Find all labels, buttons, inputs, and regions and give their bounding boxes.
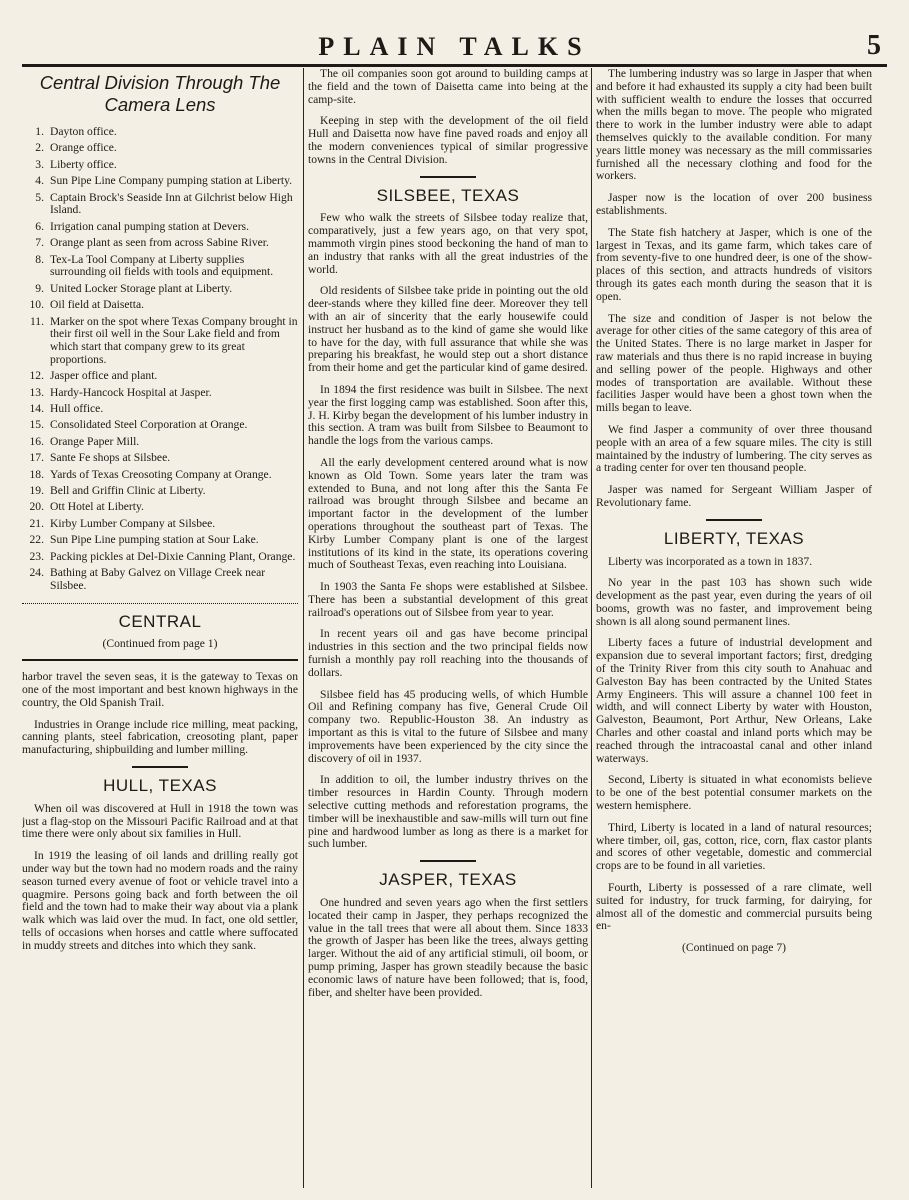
central-heading: CENTRAL bbox=[118, 611, 202, 631]
list-item bbox=[22, 192, 298, 218]
continued-on-note: (Continued on page 7) bbox=[682, 941, 786, 955]
caption-number: 19. bbox=[29, 484, 44, 498]
caption-number: 17. bbox=[29, 451, 44, 465]
caption-number: 8. bbox=[35, 252, 44, 266]
article-paragraph: In addition to oil, the lumber industry thrives on the timber resources in Hardin County. Through modern selective cutting methods and reforestation programs, the timber will be inexhaustible and saw-mills will turn out fine pine and hardwood lumber as long as there is a market for such lumber. bbox=[308, 773, 588, 851]
caption-number: 21. bbox=[29, 516, 44, 530]
caption-text: Captain Brock's Seaside Inn at Gilchrist below High Island. bbox=[50, 190, 293, 217]
article-paragraph: harbor travel the seven seas, it is the gateway to Texas on one of the most important and best known highways in the country, the Old Spanish Trail. bbox=[22, 670, 298, 709]
article-paragraph: In 1894 the first residence was built in Silsbee. The next year the first logging camp was established. Soon after this, J. H. Kirby began the development of his lumber industry in this section. A tram was built from Silsbee to Beaumont to handle the logs from the various camps. bbox=[308, 382, 588, 448]
caption-number: 16. bbox=[29, 434, 44, 448]
list-item bbox=[22, 159, 298, 172]
section-separator bbox=[420, 860, 476, 862]
article-paragraph: In recent years oil and gas have become principal industries in this section and the two principal fields now furnish a monthly pay roll reaching into the thousands of dollars. bbox=[308, 627, 588, 679]
article-paragraph: Jasper now is the location of over 200 business establishments. bbox=[596, 191, 872, 217]
caption-text: Sun Pipe Line Company pumping station at Liberty. bbox=[50, 174, 293, 188]
list-item bbox=[22, 370, 298, 383]
list-item bbox=[22, 436, 298, 449]
article-paragraph: Keeping in step with the development of the oil field Hull and Daisetta now have fine paved roads and enjoy all the modern conveniences typical of similar progressive towns in the Central Division. bbox=[308, 114, 588, 166]
caption-text: Orange plant as seen from across Sabine River. bbox=[50, 236, 269, 250]
list-item bbox=[22, 534, 298, 547]
list-item bbox=[22, 316, 298, 367]
article-paragraph: Fourth, Liberty is possessed of a rare climate, well suited for industry, for truck farming, for dairying, for almost all of the domestic and commercial pursuits being en- bbox=[596, 881, 872, 933]
article-paragraph: The oil companies soon got around to building camps at the field and the town of Daisetta came into being at the camp-site. bbox=[308, 68, 588, 106]
caption-number: 4. bbox=[35, 174, 44, 188]
caption-number: 7. bbox=[35, 236, 44, 250]
list-item bbox=[22, 469, 298, 482]
page-number: 5 bbox=[867, 30, 881, 61]
list-item bbox=[22, 567, 298, 593]
caption-text: Sun Pipe Line pumping station at Sour Lake. bbox=[50, 533, 259, 547]
caption-number: 15. bbox=[29, 418, 44, 432]
list-item bbox=[22, 299, 298, 312]
caption-text: Tex-La Tool Company at Liberty supplies surrounding oil fields with tools and equipment. bbox=[50, 252, 274, 279]
article-paragraph: One hundred and seven years ago when the first settlers located their camp in Jasper, they perhaps recognized the value in the tall trees that were all about them. Since 1833 the growth of Jasper has been like the trees, always getting larger. Without the aid of any artificial stimuli, oil boom, or pump priming, Jasper has grown steadily because the basic economic laws of nature have been followed; that is, food, fiber, and shelter have been provided. bbox=[308, 896, 588, 999]
section-separator bbox=[420, 176, 476, 178]
caption-number: 13. bbox=[29, 385, 44, 399]
article-paragraph: Third, Liberty is located in a land of natural resources; where timber, oil, gas, cotton, rice, corn, flax castor plants and scores of other vegetable, domestic and commercial crops are to be found in all varieties. bbox=[596, 820, 872, 873]
article-paragraph: The State fish hatchery at Jasper, which is one of the largest in Texas, and its game farm, which takes care of from seventy-five to one hundred deer, is one of the show-places of this section, and attracts hundreds of visitors through its gates each month during the season that it is open. bbox=[596, 225, 872, 303]
caption-number: 23. bbox=[29, 549, 44, 563]
list-item bbox=[22, 452, 298, 465]
list-item bbox=[22, 419, 298, 432]
caption-number: 12. bbox=[29, 369, 44, 383]
caption-text: Bathing at Baby Galvez on Village Creek near Silsbee. bbox=[50, 565, 266, 592]
caption-text: Ott Hotel at Liberty. bbox=[50, 500, 144, 514]
list-item bbox=[22, 126, 298, 139]
section-separator bbox=[706, 519, 762, 521]
list-item bbox=[22, 237, 298, 250]
section-divider bbox=[22, 659, 298, 661]
article-paragraph: The size and condition of Jasper is not below the average for other cities of the same category of this area of the United States. There is no large market in Jasper for raw materials and thus there is no rapid increase in buying and selling power of the people. Highways and other modes of transportation are available. Without these facilities Jasper would have been a ghost town when the mills began to leave. bbox=[596, 311, 872, 415]
article-paragraph: Liberty faces a future of industrial development and expansion due to several important factors; first, dredging of the Trinity River from this city south to Anahuac and Galveston Bay has been contracted by the United States Army Engineers. This will assure a channel 100 feet in width, and will connect Liberty by water with Houston, Galveston, Beaumont, Port Arthur, New Orleans, Lake Charles and other coastal and inland ports which may be reached through the intracoastal canal and other inland waterways. bbox=[596, 636, 872, 765]
caption-text: Jasper office and plant. bbox=[50, 369, 158, 383]
caption-number: 20. bbox=[29, 500, 44, 514]
article-paragraph: The lumbering industry was so large in Jasper that when and before it had exhausted its supply a city had been built with sufficient wealth to endure the losses that occurred when the mills began to move. The people who migrated there to work in the lumber industry were able to adapt themselves quickly to the available condition. For many years little money was necessary as the mill commissaries furnished all the necessary clothing and food for the workers. bbox=[596, 68, 872, 183]
photo-caption-list bbox=[22, 126, 298, 593]
caption-text: Sante Fe shops at Silsbee. bbox=[50, 451, 171, 465]
list-item bbox=[22, 485, 298, 498]
column-divider bbox=[303, 68, 304, 1188]
caption-text: Hull office. bbox=[50, 402, 104, 416]
jasper-heading: JASPER, TEXAS bbox=[379, 870, 517, 890]
article-paragraph: Silsbee field has 45 producing wells, of which Humble Oil and Refining company has five, General Crude Oil company two. Republic-Houston 38. An industry as important as this is vital to the future of Silsbee and many improvements have been experienced by the city since the discovery of oil in 1937. bbox=[308, 687, 588, 765]
camera-section-title: Central Division Through The Camera Lens bbox=[39, 72, 281, 115]
caption-text: Oil field at Daisetta. bbox=[50, 298, 145, 312]
column-3 bbox=[596, 68, 872, 1193]
caption-number: 22. bbox=[29, 533, 44, 547]
article-paragraph: In 1919 the leasing of oil lands and drilling really got under way but the town had no modern roads and the rainy season turned every avenue of foot or vehicle travel into a quagmire. Persons going back and forth between the oil field and the town had to make their way about via a plank walk which was laid over the mud. In fact, one old settler, tells of occasions when horses and cattle where suffocated in muddy streets and ditches into which they sank. bbox=[22, 849, 298, 952]
article-paragraph: Jasper was named for Sergeant William Jasper of Revolutionary fame. bbox=[596, 483, 872, 509]
caption-number: 24. bbox=[29, 565, 44, 579]
caption-text: Yards of Texas Creosoting Company at Orange. bbox=[50, 467, 272, 481]
continued-from-note: (Continued from page 1) bbox=[102, 637, 218, 651]
article-paragraph: Few who walk the streets of Silsbee today realize that, comparatively, just a few years ago, on that very spot, mammoth virgin pines stood beckoning the hand of man to an industry that ranks with all the great industries of the world. bbox=[308, 211, 588, 276]
caption-number: 2. bbox=[35, 141, 44, 155]
caption-number: 11. bbox=[29, 314, 44, 328]
column-2 bbox=[308, 68, 588, 1193]
list-item bbox=[22, 551, 298, 564]
caption-number: 5. bbox=[35, 190, 44, 204]
article-paragraph: All the early development centered around what is now known as Old Town. Some years later the tram was extended to Buna, and not long after this the Santa Fe railroad was brought through Silsbee and became an important factor in the development of the lumber operations throughout the southeast part of Texas. The Kirby Lumber Company plant is one of the largest institutions of its kind in the state, its operations covering much of Southeast Texas, even reaching into Louisiana. bbox=[308, 455, 588, 572]
caption-text: Irrigation canal pumping station at Devers. bbox=[50, 219, 249, 233]
hull-heading: HULL, TEXAS bbox=[103, 775, 217, 795]
caption-number: 6. bbox=[35, 219, 44, 233]
caption-number: 10. bbox=[29, 298, 44, 312]
article-paragraph: Old residents of Silsbee take pride in pointing out the old deer-stands where they killed fine deer. Moreover they tell with an air of sincerity that the early housewife could instruct her husband as to the kind of game she would like to have for the day, with full assurance that while she was preparing his breakfast, he would step out a short distance from their home and get the particular kind of game desired. bbox=[308, 284, 588, 375]
article-paragraph: We find Jasper a community of over three thousand people with an area of a few square miles. The city is still maintained by the industry of lumbering. The city serves as a trading center for over ten thousand people. bbox=[596, 422, 872, 475]
caption-text: Consolidated Steel Corporation at Orange. bbox=[50, 418, 248, 432]
list-item bbox=[22, 403, 298, 416]
caption-text: United Locker Storage plant at Liberty. bbox=[50, 281, 233, 295]
caption-text: Orange Paper Mill. bbox=[50, 434, 140, 448]
caption-text: Bell and Griffin Clinic at Liberty. bbox=[50, 484, 206, 498]
list-item bbox=[22, 221, 298, 234]
caption-text: Hardy-Hancock Hospital at Jasper. bbox=[50, 385, 212, 399]
column-divider bbox=[591, 68, 592, 1188]
article-paragraph: Industries in Orange include rice milling, meat packing, canning plants, steel fabrication, creosoting plant, paper manufacturing, shipbuilding and lumber milling. bbox=[22, 717, 298, 757]
dotted-divider bbox=[22, 603, 298, 604]
silsbee-heading: SILSBEE, TEXAS bbox=[376, 185, 520, 205]
caption-text: Packing pickles at Del-Dixie Canning Plant, Orange. bbox=[50, 549, 296, 563]
caption-number: 18. bbox=[29, 467, 44, 481]
article-paragraph: No year in the past 103 has shown such wide development as the past year, even during the years of oil booms, growth was no faster, and improvement being shown is all along sound permanent lines. bbox=[596, 576, 872, 628]
caption-text: Liberty office. bbox=[50, 157, 117, 171]
caption-text: Orange office. bbox=[50, 141, 117, 155]
caption-number: 3. bbox=[35, 157, 44, 171]
article-paragraph: In 1903 the Santa Fe shops were established at Silsbee. There has been a substantial development of this great railroad's operations out of Silsbee from year to year. bbox=[308, 580, 588, 619]
list-item bbox=[22, 254, 298, 280]
list-item bbox=[22, 501, 298, 514]
list-item bbox=[22, 175, 298, 188]
caption-number: 14. bbox=[29, 402, 44, 416]
caption-number: 1. bbox=[35, 125, 44, 138]
list-item bbox=[22, 518, 298, 531]
caption-text: Dayton office. bbox=[50, 125, 117, 138]
masthead bbox=[22, 30, 887, 67]
list-item bbox=[22, 283, 298, 296]
publication-title: PLAIN TALKS bbox=[318, 32, 591, 61]
section-separator bbox=[132, 766, 188, 768]
caption-text: Kirby Lumber Company at Silsbee. bbox=[50, 516, 216, 530]
list-item bbox=[22, 387, 298, 400]
column-1 bbox=[22, 68, 298, 1193]
list-item bbox=[22, 142, 298, 155]
caption-text: Marker on the spot where Texas Company brought in their first oil well in the Sour Lake field and from which start that company grew to its great proportions. bbox=[50, 314, 298, 366]
article-paragraph: When oil was discovered at Hull in 1918 the town was just a flag-stop on the Missouri Pacific Railroad and at that time there were only about six families in Hull. bbox=[22, 801, 298, 841]
liberty-heading: LIBERTY, TEXAS bbox=[663, 528, 805, 548]
caption-number: 9. bbox=[35, 281, 44, 295]
article-paragraph: Second, Liberty is situated in what economists believe to be one of the best potential consumer markets on the western hemisphere. bbox=[596, 773, 872, 813]
article-paragraph: Liberty was incorporated as a town in 1837. bbox=[608, 554, 813, 568]
